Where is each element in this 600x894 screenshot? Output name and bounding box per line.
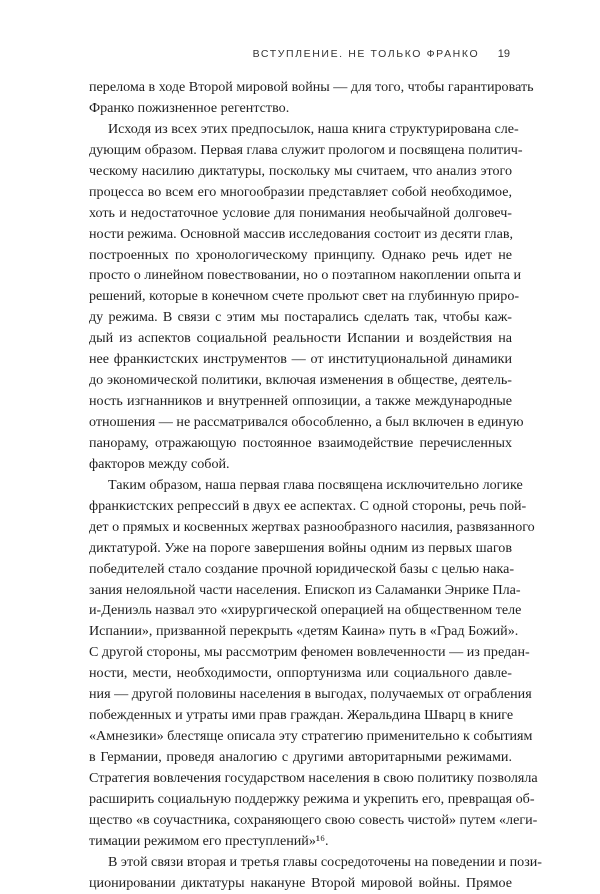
- text-line: расширить социальную поддержку режима и укрепить его, превращая об-: [89, 790, 535, 807]
- text-line: В этой связи вторая и третья главы сосредоточены на поведении и пози-: [108, 853, 543, 870]
- text-line: дый из аспектов социальной реальности Испании и воздействия на: [89, 330, 512, 347]
- text-line: до экономической политики, включая изменения в обществе, деятель-: [89, 372, 512, 389]
- text-line: и-Дениэль назвал это «хирургической операцией на общественном теле: [89, 602, 522, 619]
- text-line: хоть и недостаточное условие для понимания необычайной долговеч-: [89, 204, 512, 221]
- text-line: Исходя из всех этих предпосылок, наша книга структурирована сле-: [108, 120, 519, 137]
- text-line: процесса во всем его многообразии представляет собой необходимое,: [89, 183, 512, 200]
- text-line: факторов между собой.: [89, 455, 230, 472]
- text-line: построенных по хронологическому принципу. Однако речь идет не: [89, 246, 512, 263]
- text-line: дет о прямых и косвенных жертвах разнообразного насилия, развязанного: [89, 518, 535, 535]
- running-header: [0, 48, 510, 60]
- text-line: ности режима. Основной массив исследования состоит из десяти глав,: [89, 225, 514, 242]
- page-number: 19: [497, 48, 510, 60]
- text-line: ду режима. В связи с этим мы постарались сделать так, чтобы каж-: [89, 309, 512, 326]
- text-line: ности, мести, необходимости, оппортунизма или социального давле-: [89, 665, 512, 682]
- text-line: тимации режимом его преступлений»¹⁶.: [89, 832, 329, 849]
- text-line: «Амнезики» блестяще описала эту стратегию применительно к событиям: [89, 728, 533, 745]
- text-line: победителей стало создание прочной юридической базы с целью нака-: [89, 560, 515, 577]
- running-title: ВСТУПЛЕНИЕ. НЕ ТОЛЬКО ФРАНКО: [252, 48, 480, 60]
- text-line: ционировании диктатуры накануне Второй мировой войны. Прямое: [89, 874, 512, 891]
- text-line: щество «в соучастника, сохраняющего свою совесть чистой» путем «леги-: [89, 811, 538, 828]
- text-line: просто о линейном повествовании, но о поэтапном накоплении опыта и: [89, 267, 522, 284]
- text-line: нее франкистских инструментов — от институциональной динамики: [89, 351, 512, 368]
- text-line: франкистских репрессий в двух ее аспектах. С одной стороны, речь пой-: [89, 497, 527, 514]
- text-line: Таким образом, наша первая глава посвящена исключительно логике: [108, 476, 523, 493]
- text-line: перелома в ходе Второй мировой войны — для того, чтобы гарантировать: [89, 79, 534, 95]
- text-line: в Германии, проведя аналогию с другими авторитарными режимами.: [89, 749, 512, 765]
- text-line: ческому насилию диктатуры, поскольку мы считаем, что анализ этого: [89, 162, 512, 179]
- text-line: ность изгнанников и внутренней оппозиции, а также международные: [89, 393, 512, 410]
- text-line: Стратегия вовлечения государством населения в свою политику позволяла: [89, 769, 538, 786]
- text-line: панораму, отражающую постоянное взаимодействие перечисленных: [89, 434, 512, 451]
- text-line: Франко пожизненное регентство.: [89, 99, 290, 116]
- text-line: побежденных и утраты ими прав граждан. Жеральдина Шварц в книге: [89, 707, 514, 724]
- text-line: С другой стороны, мы рассмотрим феномен вовлеченности — из предан-: [89, 644, 530, 661]
- text-line: дующим образом. Первая глава служит прологом и посвящена политич-: [89, 141, 523, 158]
- text-line: диктатурой. Уже на пороге завершения войны одним из первых шагов: [89, 539, 512, 556]
- body-text: [89, 77, 543, 894]
- text-line: зания нелояльной части населения. Епископ из Саламанки Энрике Пла-: [89, 581, 521, 598]
- text-line: отношения — не рассматривался обособленно, а был включен в единую: [89, 414, 524, 430]
- text-line: Испании», призванной перекрыть «детям Каина» путь в «Град Божий».: [89, 623, 519, 640]
- text-line: решений, которые в конечном счете прольют свет на глубинную приро-: [89, 288, 520, 305]
- text-line: ния — другой половины населения в выгодах, получаемых от ограбления: [89, 686, 532, 703]
